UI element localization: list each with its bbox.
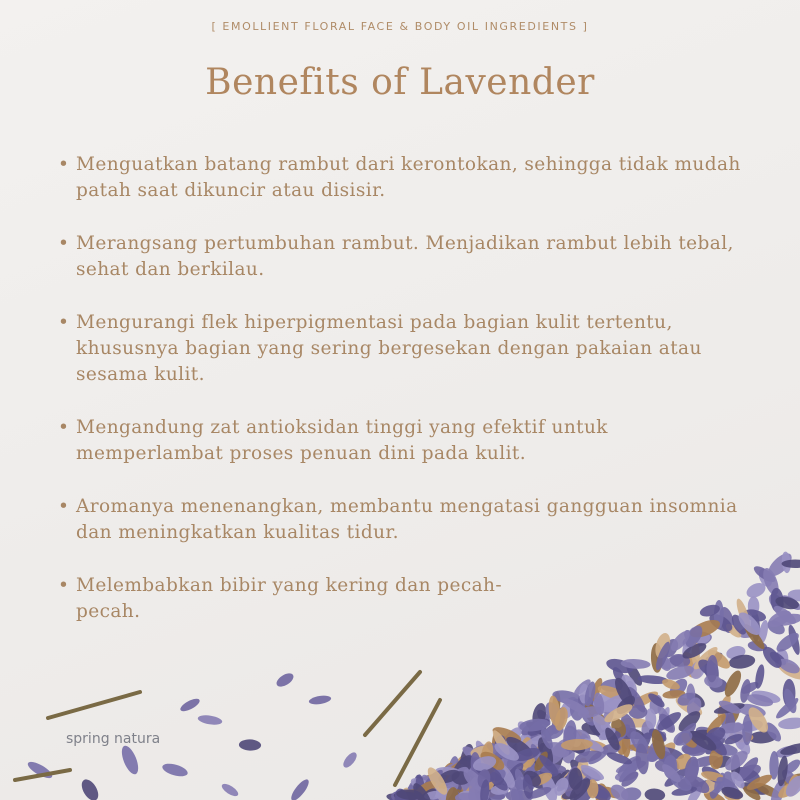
bullet-icon: •: [58, 496, 70, 517]
brand-watermark: spring natura: [66, 731, 161, 747]
benefit-text: Mengandung zat antioksidan tinggi yang efektif untuk memperlambat proses penuan dini pada kulit.: [76, 417, 608, 464]
bullet-icon: •: [58, 312, 70, 333]
benefit-text: Mengurangi flek hiperpigmentasi pada bagian kulit tertentu, khususnya bagian yang sering bergesekan dengan pakaian atau sesama kulit.: [76, 312, 702, 385]
subtitle: [ EMOLLIENT FLORAL FACE & BODY OIL INGREDIENTS ]: [211, 20, 589, 33]
bullet-icon: •: [58, 417, 70, 438]
benefit-text: Aromanya menenangkan, membantu mengatasi gangguan insomnia dan meningkatkan kualitas tidur.: [76, 496, 738, 543]
page-title: Benefits of Lavender: [205, 62, 595, 103]
bullet-icon: •: [58, 154, 70, 175]
bullet-icon: •: [58, 233, 70, 254]
benefit-text: Merangsang pertumbuhan rambut. Menjadikan rambut lebih tebal, sehat dan berkilau.: [76, 233, 734, 280]
bullet-icon: •: [58, 575, 70, 596]
benefit-text: Melembabkan bibir yang kering dan pecah-pecah.: [76, 575, 502, 622]
benefit-text: Menguatkan batang rambut dari kerontokan, sehingga tidak mudah patah saat dikuncir atau disisir.: [76, 154, 741, 201]
